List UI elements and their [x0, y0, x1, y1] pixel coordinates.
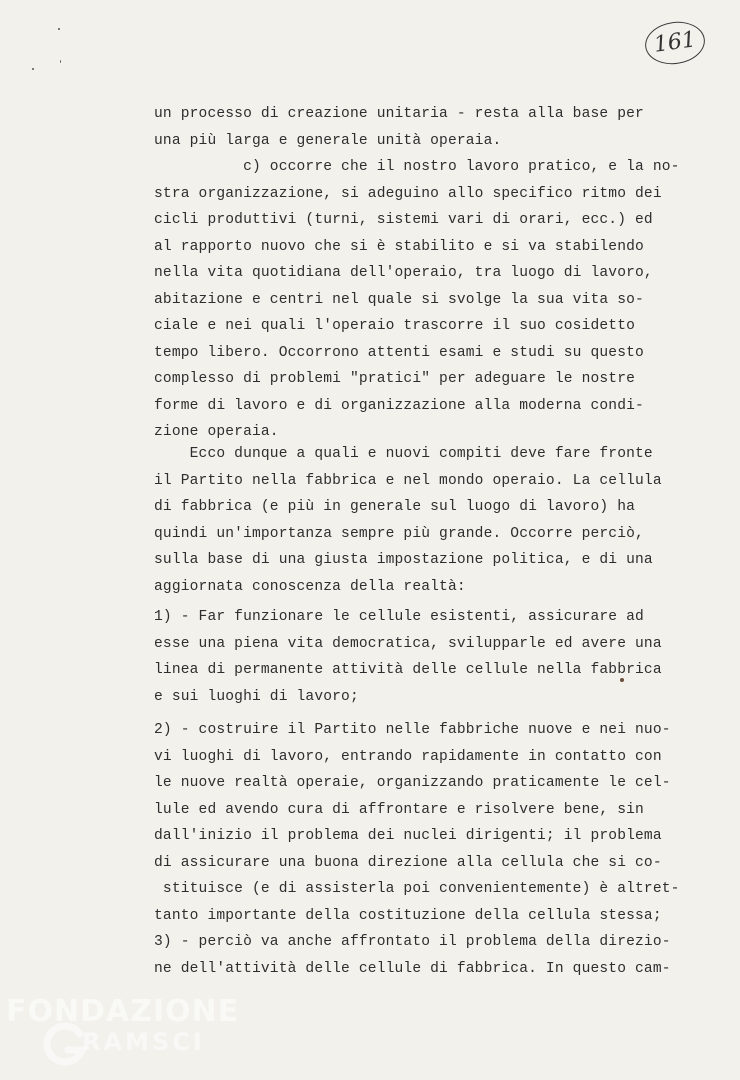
- paragraph-c: [154, 101, 680, 446]
- text-line: 2) - costruire il Partito nelle fabbriche nuove e nei nuo-: [154, 722, 671, 738]
- text-line: vi luoghi di lavoro, entrando rapidamente in contatto con: [154, 748, 662, 765]
- text-line: dall'inizio il problema dei nuclei dirigenti; il problema: [154, 828, 662, 844]
- text-line: tanto importante della costituzione della cellula stessa;: [154, 907, 662, 924]
- text-line: sulla base di una giusta impostazione politica, e di una: [154, 552, 653, 568]
- text-line: tempo libero. Occorrono attenti esami e studi su questo: [154, 344, 644, 361]
- text-line: quindi un'importanza sempre più grande. Occorre perciò,: [154, 525, 644, 542]
- text-line: zione operaia.: [154, 424, 279, 440]
- text-line: ne dell'attività delle cellule di fabbrica. In questo cam-: [154, 960, 671, 977]
- text-line: Ecco dunque a quali e nuovi compiti deve fare fronte: [154, 446, 653, 462]
- watermark-line-1: FONDAZIONE: [6, 994, 240, 1029]
- text-line: di assicurare una buona direzione alla cellula che si co-: [154, 854, 662, 871]
- text-line: stra organizzazione, si adeguino allo specifico ritmo dei: [154, 185, 662, 202]
- text-line: lule ed avendo cura di affrontare e risolvere bene, sin: [154, 801, 644, 818]
- list-item-2: [154, 717, 680, 929]
- text-line: c) occorre che il nostro lavoro pratico, e la no-: [154, 159, 680, 175]
- text-line: una più larga e generale unità operaia.: [154, 132, 502, 149]
- watermark-line-2: RAMSCI: [82, 1028, 205, 1056]
- text-line: il Partito nella fabbrica e nel mondo operaio. La cellula: [154, 472, 662, 489]
- text-line: aggiornata conoscenza della realtà:: [154, 578, 466, 595]
- text-line: di fabbrica (e più in generale sul luogo di lavoro) ha: [154, 499, 636, 515]
- text-line: complesso di problemi "pratici" per adeguare le nostre: [154, 371, 636, 387]
- text-line: 1) - Far funzionare le cellule esistenti, assicurare ad: [154, 609, 644, 625]
- page-number: 161: [642, 18, 707, 68]
- text-line: al rapporto nuovo che si è stabilito e si va stabilendo: [154, 238, 644, 255]
- text-line: ciale e nei quali l'operaio trascorre il suo cosidetto: [154, 318, 636, 334]
- text-line: le nuove realtà operaie, organizzando praticamente le cel-: [154, 775, 671, 791]
- text-line: e sui luoghi di lavoro;: [154, 688, 359, 705]
- text-line: stituisce (e di assisterla poi convenientemente) è altret-: [154, 881, 680, 897]
- text-line: un processo di creazione unitaria - resta alla base per: [154, 106, 644, 122]
- list-item-3: [154, 929, 674, 982]
- text-line: forme di lavoro e di organizzazione alla moderna condi-: [154, 397, 644, 414]
- text-line: nella vita quotidiana dell'operaio, tra luogo di lavoro,: [154, 265, 653, 281]
- text-line: abitazione e centri nel quale si svolge la sua vita so-: [154, 291, 644, 308]
- paragraph-compiti: [154, 441, 674, 600]
- text-line: cicli produttivi (turni, sistemi vari di orari, ecc.) ed: [154, 212, 653, 228]
- text-line: linea di permanente attività delle cellule nella fabbrica: [154, 662, 662, 678]
- text-line: esse una piena vita democratica, svilupparle ed avere una: [154, 635, 662, 652]
- text-line: 3) - perciò va anche affrontato il problema della direzio-: [154, 934, 671, 950]
- list-item-1: [154, 604, 674, 710]
- fondazione-gramsci-watermark: [4, 992, 240, 1076]
